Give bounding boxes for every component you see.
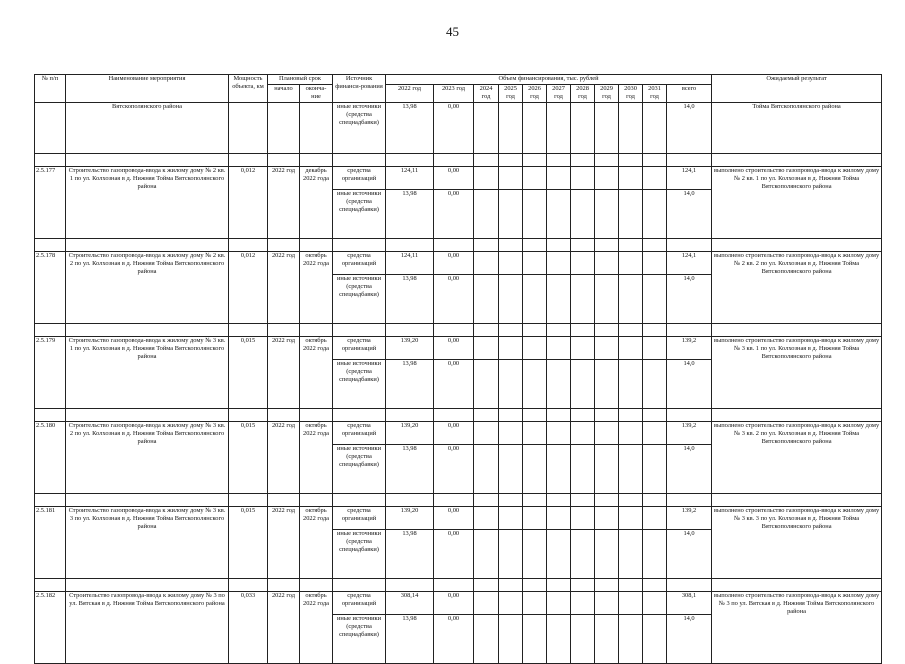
cell-year-empty [499, 336, 523, 359]
cell-year-empty [547, 506, 571, 529]
cell-year-empty [595, 323, 619, 336]
cell-year-empty [643, 251, 667, 274]
cell-year-empty [619, 591, 643, 614]
cell-year-empty [619, 408, 643, 421]
cell-no: 2.5.180 [35, 421, 66, 493]
header-source: Источник финанси-рования [333, 75, 386, 103]
cell-capacity [229, 102, 268, 153]
cell-year-empty [643, 336, 667, 359]
cell-year-empty [474, 153, 499, 166]
table-row-spacer [35, 323, 882, 336]
cell-year-empty [643, 408, 667, 421]
cell-2023: 0,00 [434, 251, 474, 274]
cell-2022: 124,11 [386, 166, 434, 189]
cell-end: октябрь 2022 года [300, 506, 333, 578]
cell-2022: 13,98 [386, 189, 434, 238]
cell-year-empty [474, 529, 499, 578]
cell-year-empty [547, 359, 571, 408]
cell-year-empty [547, 336, 571, 359]
cell-year-empty [547, 529, 571, 578]
cell-year-empty [547, 238, 571, 251]
cell-year-empty [571, 529, 595, 578]
cell-year-empty [547, 323, 571, 336]
cell-year-empty [619, 359, 643, 408]
header-end: оконча-ние [300, 85, 333, 103]
cell-name: Строительство газопровода-ввода к жилому дому № 3 кв. 1 по ул. Колхозная в д. Нижняя Тойма Вятскополянского района [66, 336, 229, 408]
cell-2022: 124,11 [386, 251, 434, 274]
cell-year-empty [595, 274, 619, 323]
cell-capacity: 0,012 [229, 166, 268, 238]
cell-year-empty [571, 359, 595, 408]
header-year: 2031 год [643, 85, 667, 103]
cell-year-empty [547, 251, 571, 274]
cell-year-empty [571, 153, 595, 166]
table-body [35, 102, 882, 663]
cell-2023: 0,00 [434, 102, 474, 153]
cell-result: выполнено строительство газопровода-ввода к жилому дому № 3 кв. 3 по ул. Колхозная в д. Нижняя Тойма Вятскополянского района [712, 506, 882, 578]
cell-year-empty [499, 408, 523, 421]
cell-year-empty [523, 336, 547, 359]
cell-year-empty [523, 408, 547, 421]
header-year: 2024 год [474, 85, 499, 103]
cell-year-empty [643, 166, 667, 189]
cell-year-empty [547, 493, 571, 506]
cell-year-empty [499, 614, 523, 663]
header-year: 2025 год [499, 85, 523, 103]
cell-year-empty [523, 506, 547, 529]
cell-2022: 13,98 [386, 102, 434, 153]
header-year: 2030 год [619, 85, 643, 103]
cell-year-empty [643, 189, 667, 238]
cell-year-empty [619, 493, 643, 506]
cell-year-empty [619, 274, 643, 323]
cell-year-empty [595, 153, 619, 166]
cell-name: Строительство газопровода-ввода к жилому дому № 3 кв. 2 по ул. Колхозная в д. Нижняя Тойма Вятскополянского района [66, 421, 229, 493]
cell-year-empty [547, 166, 571, 189]
cell-year-empty [571, 166, 595, 189]
cell-2023: 0,00 [434, 166, 474, 189]
cell-result: выполнено строительство газопровода-ввода к жилому дому № 3 кв. 1 по ул. Колхозная в д. Нижняя Тойма Вятскополянского района [712, 336, 882, 408]
cell-name: Строительство газопровода-ввода к жилому дому № 3 по ул. Вятская в д. Нижняя Тойма Вятскополянского района [66, 591, 229, 663]
cell-end: октябрь 2022 года [300, 336, 333, 408]
cell-name: Строительство газопровода-ввода к жилому дому № 3 кв. 3 по ул. Колхозная в д. Нижняя Тойма Вятскополянского района [66, 506, 229, 578]
cell-total: 14,0 [667, 444, 712, 493]
cell-total: 14,0 [667, 614, 712, 663]
cell-year-empty [571, 274, 595, 323]
cell-year-empty [523, 578, 547, 591]
page-number: 45 [446, 24, 459, 39]
cell-result: выполнено строительство газопровода-ввода к жилому дому № 2 кв. 2 по ул. Колхозная в д. Нижняя Тойма Вятскополянского района [712, 251, 882, 323]
cell-year-empty [643, 493, 667, 506]
table-row-spacer [35, 493, 882, 506]
cell-start: 2022 год [268, 591, 300, 663]
cell-2023: 0,00 [434, 444, 474, 493]
cell-year-empty [643, 421, 667, 444]
cell-total: 139,2 [667, 421, 712, 444]
header-year: 2027 год [547, 85, 571, 103]
cell-year-empty [523, 421, 547, 444]
cell-year-empty [571, 578, 595, 591]
cell-year-empty [571, 506, 595, 529]
cell-year-empty [499, 359, 523, 408]
cell-year-empty [499, 493, 523, 506]
header-name: Наименование мероприятия [66, 75, 229, 103]
cell-source: средства организаций [333, 166, 386, 189]
cell-start: 2022 год [268, 421, 300, 493]
cell-2023: 0,00 [434, 336, 474, 359]
cell-2022: 13,98 [386, 274, 434, 323]
cell-source: иные источники (средства спецнадбавки) [333, 189, 386, 238]
cell-year-empty [619, 444, 643, 493]
cell-year-empty [474, 408, 499, 421]
cell-result: выполнено строительство газопровода-ввода к жилому дому № 2 кв. 1 по ул. Колхозная в д. Нижняя Тойма Вятскополянского района [712, 166, 882, 238]
cell-2023: 0,00 [434, 506, 474, 529]
cell-year-empty [499, 444, 523, 493]
cell-year-empty [523, 238, 547, 251]
cell-year-empty [595, 421, 619, 444]
table-row [35, 506, 882, 529]
cell-year-empty [499, 323, 523, 336]
header-year: 2028 год [571, 85, 595, 103]
cell-year-empty [619, 238, 643, 251]
cell-no: 2.5.181 [35, 506, 66, 578]
cell-year-empty [595, 591, 619, 614]
header-year: 2023 год [434, 85, 474, 103]
cell-2022: 13,98 [386, 614, 434, 663]
cell-2022: 139,20 [386, 421, 434, 444]
header-no: № п/п [35, 75, 66, 103]
cell-year-empty [619, 421, 643, 444]
cell-capacity: 0,033 [229, 591, 268, 663]
cell-year-empty [523, 493, 547, 506]
cell-2023: 0,00 [434, 274, 474, 323]
cell-total: 308,1 [667, 591, 712, 614]
cell-start: 2022 год [268, 166, 300, 238]
cell-start: 2022 год [268, 336, 300, 408]
cell-year-empty [595, 408, 619, 421]
cell-year-empty [595, 506, 619, 529]
cell-year-empty [619, 166, 643, 189]
cell-year-empty [619, 506, 643, 529]
cell-year-empty [474, 336, 499, 359]
cell-no: 2.5.179 [35, 336, 66, 408]
cell-year-empty [523, 444, 547, 493]
cell-year-empty [547, 444, 571, 493]
header-capacity: Мощность объекта, км [229, 75, 268, 103]
table-row-continuation [35, 102, 882, 153]
table-row [35, 591, 882, 614]
header-year: 2022 год [386, 85, 434, 103]
cell-year-empty [643, 578, 667, 591]
cell-year-empty [499, 166, 523, 189]
cell-start [268, 102, 300, 153]
table-row-spacer [35, 153, 882, 166]
cell-year-empty [474, 591, 499, 614]
cell-year-empty [523, 529, 547, 578]
cell-year-empty [619, 323, 643, 336]
cell-total: 14,0 [667, 189, 712, 238]
cell-year-empty [499, 529, 523, 578]
cell-no: 2.5.178 [35, 251, 66, 323]
cell-year-empty [474, 578, 499, 591]
cell-result: Тойма Вятскополянского района [712, 102, 882, 153]
cell-year-empty [499, 238, 523, 251]
cell-year-empty [595, 359, 619, 408]
cell-year-empty [595, 336, 619, 359]
cell-year-empty [547, 408, 571, 421]
cell-year-empty [499, 421, 523, 444]
cell-2023: 0,00 [434, 591, 474, 614]
cell-name: Строительство газопровода-ввода к жилому дому № 2 кв. 1 по ул. Колхозная в д. Нижняя Тойма Вятскополянского района [66, 166, 229, 238]
cell-year-empty [474, 359, 499, 408]
cell-year-empty [643, 529, 667, 578]
cell-year-empty [474, 506, 499, 529]
cell-year-empty [595, 614, 619, 663]
cell-total: 124,1 [667, 251, 712, 274]
cell-year-empty [499, 153, 523, 166]
cell-capacity: 0,015 [229, 421, 268, 493]
cell-year-empty [499, 506, 523, 529]
cell-year-empty [474, 189, 499, 238]
cell-end: октябрь 2022 года [300, 421, 333, 493]
cell-total: 139,2 [667, 336, 712, 359]
cell-start: 2022 год [268, 251, 300, 323]
cell-no: 2.5.177 [35, 166, 66, 238]
cell-source: иные источники (средства спецнадбавки) [333, 444, 386, 493]
cell-total: 14,0 [667, 359, 712, 408]
cell-year-empty [547, 421, 571, 444]
table-row-spacer [35, 578, 882, 591]
cell-year-empty [523, 153, 547, 166]
cell-year-empty [571, 591, 595, 614]
cell-year-empty [595, 238, 619, 251]
cell-year-empty [474, 614, 499, 663]
cell-year-empty [499, 578, 523, 591]
cell-2023: 0,00 [434, 529, 474, 578]
cell-2022: 139,20 [386, 336, 434, 359]
cell-year-empty [499, 189, 523, 238]
cell-source: иные источники (средства спецнадбавки) [333, 529, 386, 578]
cell-total: 14,0 [667, 529, 712, 578]
cell-year-empty [595, 166, 619, 189]
cell-2022: 308,14 [386, 591, 434, 614]
cell-year-empty [643, 238, 667, 251]
header-year: 2029 год [595, 85, 619, 103]
cell-year-empty [474, 251, 499, 274]
cell-year-empty [571, 408, 595, 421]
cell-year-empty [523, 591, 547, 614]
cell-result: выполнено строительство газопровода-ввода к жилому дому № 3 по ул. Вятская в д. Нижняя Тойма Вятскополянского района [712, 591, 882, 663]
cell-year-empty [643, 614, 667, 663]
cell-name: Вятскополянского района [66, 102, 229, 153]
cell-year-empty [523, 189, 547, 238]
cell-year-empty [571, 189, 595, 238]
cell-total: 14,0 [667, 274, 712, 323]
cell-year-empty [643, 591, 667, 614]
cell-total: 139,2 [667, 506, 712, 529]
cell-2023: 0,00 [434, 614, 474, 663]
cell-year-empty [595, 578, 619, 591]
cell-year-empty [523, 251, 547, 274]
header-term: Плановый срок [268, 75, 333, 85]
cell-source: иные источники (средства спецнадбавки) [333, 102, 386, 153]
cell-2022: 13,98 [386, 359, 434, 408]
cell-year-empty [474, 493, 499, 506]
cell-year-empty [619, 529, 643, 578]
cell-year-empty [643, 153, 667, 166]
cell-year-empty [547, 153, 571, 166]
cell-2022: 13,98 [386, 444, 434, 493]
cell-year-empty [547, 591, 571, 614]
cell-2022: 139,20 [386, 506, 434, 529]
cell-year-empty [474, 323, 499, 336]
cell-total: 14,0 [667, 102, 712, 153]
cell-source: средства организаций [333, 251, 386, 274]
cell-year-empty [474, 274, 499, 323]
cell-year-empty [547, 614, 571, 663]
cell-start: 2022 год [268, 506, 300, 578]
header-result: Ожидаемый результат [712, 75, 882, 103]
cell-capacity: 0,015 [229, 506, 268, 578]
cell-year-empty [619, 578, 643, 591]
cell-year-empty [595, 189, 619, 238]
cell-source: средства организаций [333, 591, 386, 614]
cell-year-empty [619, 336, 643, 359]
cell-no [35, 102, 66, 153]
cell-total: 124,1 [667, 166, 712, 189]
cell-year-empty [523, 166, 547, 189]
cell-year-empty [619, 189, 643, 238]
cell-end [300, 102, 333, 153]
table-row-spacer [35, 408, 882, 421]
cell-year-empty [523, 359, 547, 408]
cell-year-empty [595, 251, 619, 274]
header-start: начало [268, 85, 300, 103]
cell-source: иные источники (средства спецнадбавки) [333, 274, 386, 323]
cell-source: средства организаций [333, 421, 386, 444]
cell-year-empty [571, 614, 595, 663]
cell-year-empty [619, 153, 643, 166]
cell-result: выполнено строительство газопровода-ввода к жилому дому № 3 кв. 2 по ул. Колхозная в д. Нижняя Тойма Вятскополянского района [712, 421, 882, 493]
cell-year-empty [523, 323, 547, 336]
cell-source: средства организаций [333, 336, 386, 359]
cell-year-empty [643, 444, 667, 493]
cell-2023: 0,00 [434, 189, 474, 238]
cell-year-empty [474, 166, 499, 189]
cell-end: октябрь 2022 года [300, 251, 333, 323]
cell-source: иные источники (средства спецнадбавки) [333, 614, 386, 663]
cell-capacity: 0,015 [229, 336, 268, 408]
cell-year-empty [595, 529, 619, 578]
cell-year-empty [619, 251, 643, 274]
cell-year-empty [499, 251, 523, 274]
table-row [35, 421, 882, 444]
cell-2022: 13,98 [386, 529, 434, 578]
cell-year-empty [595, 444, 619, 493]
cell-2023: 0,00 [434, 421, 474, 444]
cell-year-empty [619, 614, 643, 663]
cell-year-empty [547, 274, 571, 323]
cell-year-empty [571, 323, 595, 336]
cell-year-empty [523, 614, 547, 663]
cell-source: средства организаций [333, 506, 386, 529]
cell-end: декабрь 2022 года [300, 166, 333, 238]
cell-year-empty [571, 493, 595, 506]
cell-year-empty [643, 274, 667, 323]
cell-year-empty [547, 189, 571, 238]
cell-end: октябрь 2022 года [300, 591, 333, 663]
header-year: 2026 год [523, 85, 547, 103]
cell-year-empty [523, 274, 547, 323]
cell-name: Строительство газопровода-ввода к жилому дому № 2 кв. 2 по ул. Колхозная в д. Нижняя Тойма Вятскополянского района [66, 251, 229, 323]
table-row-spacer [35, 238, 882, 251]
header-volume: Объем финансирования, тыс. рублей [386, 75, 712, 85]
cell-year-empty [571, 238, 595, 251]
cell-year-empty [643, 323, 667, 336]
cell-year-empty [474, 238, 499, 251]
cell-year-empty [571, 336, 595, 359]
table-row [35, 166, 882, 189]
cell-year-empty [547, 578, 571, 591]
funding-table [34, 74, 882, 664]
table-row [35, 336, 882, 359]
header-total: всего [667, 85, 712, 103]
cell-year-empty [595, 493, 619, 506]
cell-year-empty [499, 274, 523, 323]
cell-year-empty [643, 506, 667, 529]
cell-year-empty [474, 421, 499, 444]
cell-year-empty [499, 591, 523, 614]
cell-2023: 0,00 [434, 359, 474, 408]
table-row [35, 251, 882, 274]
cell-no: 2.5.182 [35, 591, 66, 663]
cell-capacity: 0,012 [229, 251, 268, 323]
cell-year-empty [643, 359, 667, 408]
cell-year-empty [571, 421, 595, 444]
cell-year-empty [571, 251, 595, 274]
cell-year-empty [571, 444, 595, 493]
cell-year-empty [474, 444, 499, 493]
table-header [35, 75, 882, 103]
cell-source: иные источники (средства спецнадбавки) [333, 359, 386, 408]
